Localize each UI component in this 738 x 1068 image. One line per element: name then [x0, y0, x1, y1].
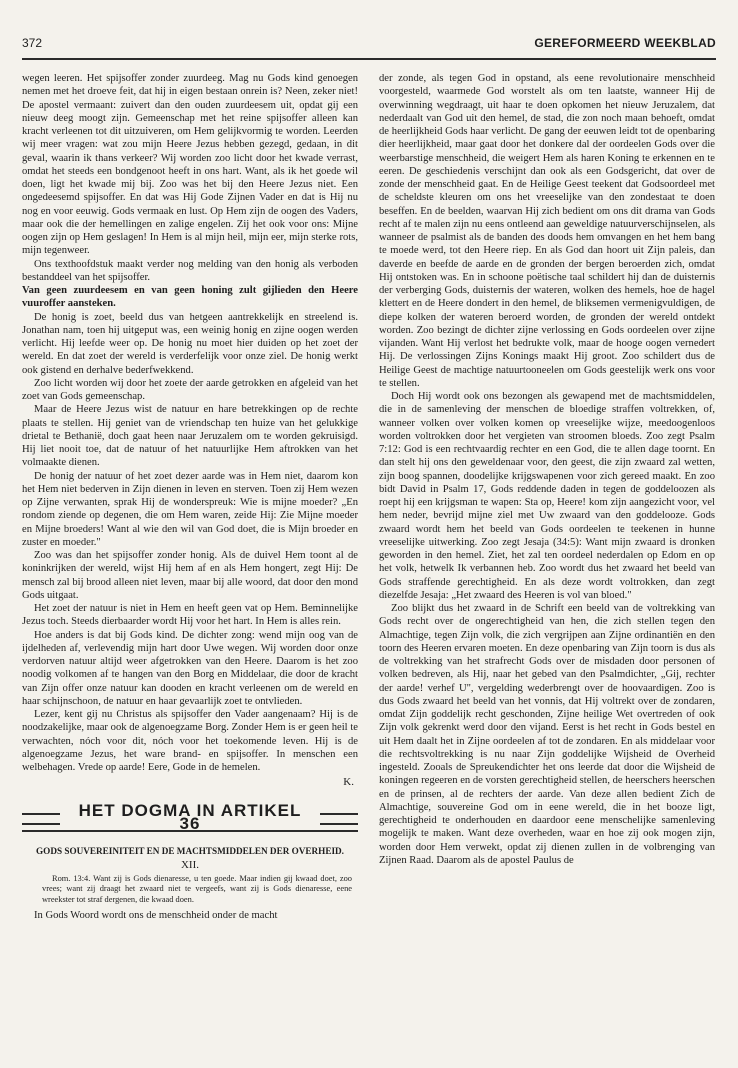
epigraph-text: Rom. 13:4. Want zij is Gods dienaresse, u ten goede. Maar indien gij kwaad doet, zoo vrees; want zij draagt het zwaard niet te vergeefs, want zij is Gods dienaresse, eene wreekster tot straf dergenen, die kwaad doen.	[42, 873, 352, 904]
article-heading-block	[22, 800, 358, 923]
paragraph: wegen leeren. Het spijsoffer zonder zuurdeeg. Mag nu Gods kind genoegen nemen met het droeve feit, dat hij in eigen bestaan onrein is? Neen, zeker niet! De apostel vermaant: zuivert dan den ouden zuurdeesem uit, opdat gij een nieuw deeg moogt zijn. Gemeenschap met het reine spijsoffer alleen kan kracht verleenen tot dit uitzuiveren, om Hem gelijkvormig te worden. Leerden wij meer vragen: wat zou mijn Heere Jezus hebben gezegd, gedaan, in dit geval, waarin ik thans verkeer? Wij worden zoo licht door het kwade verrast, omdat het steeds een bondgenoot heeft in ons hart. Want, als ik het goede wil doen, ligt het kwade mij bij. Zoo was het bij den Heere Jezus niet. Een ongedeesemd spijsoffer. En dat was Hij Gode Zijnen Vader en dat is Hij nu nog en voor eeuwig. Gods vermaak en lust. Op Hem zijn de oogen des Vaders, maar ook die der hemellingen en zalige engelen. Zij het ook voor ons: Mijne oogen zijn op Hem geslagen! In Hem is al mijn heil, mijn eer, mijn sterke rots, mijn tegenweer.	[22, 73, 358, 257]
scripture-epigraph	[42, 874, 352, 906]
paragraph: Hoe anders is dat bij Gods kind. De dichter zong: wend mijn oog van de ijdelheden af, verlevendig mijn hart door Uwe wegen. Wij worden door onze verdorven natuur altijd weer afgetrokken van den Heere. Daarom is het zoo noodig volkomen af te hangen van den Borg en Middelaar, die door de kracht van Zijn offer onze natuur kan dooden en kracht verleenen om de wereld en haar schijnschoon, de natuur en haar gevaarlijk zoet te ontvlieden.	[22, 629, 358, 707]
article-title-banner	[22, 800, 358, 844]
title-rule-left	[22, 813, 60, 825]
title-rule-right	[320, 813, 358, 825]
author-signature: K.	[343, 776, 354, 789]
paragraph: Het zoet der natuur is niet in Hem en heeft geen vat op Hem. Beminnelijke Jezus toch. Steeds dierbaarder wordt Hij voor het hart. In Hem is alles rein.	[22, 603, 358, 628]
article-opening: In Gods Woord wordt ons de menschheid onder de macht	[34, 910, 278, 922]
paragraph: Zoo was dan het spijsoffer zonder honig. Als de duivel Hem toont al de koninkrijken der wereld, wijst Hij hem af en als Hem hongert, zegt Hij: De mensch zal bij brood alleen niet leven, maar bij alle woord, dat door den mond Gods uitgaat.	[22, 550, 358, 601]
paragraph: Maar de Heere Jezus wist de natuur en hare betrekkingen op de rechte plaats te stellen. Hij geniet van de vriendschap ten huize van het gelukkige drietal te Bethanië, doch gaat heen naar Jeruzalem om te worden gekruisigd. Hij liet nooit toe, dat de natuur of het natuurlijke Hem aftrokken van het volmaakte dienen.	[22, 404, 358, 469]
article-number: XII.	[180, 858, 200, 871]
paragraph: Doch Hij wordt ook ons bezongen als gewapend met de machtsmiddelen, die in de samenleving der menschen de bloedige straffen voltrekken, of, wanneer volken over volken komen op vreeselijke wijze, meedoogenloos worden voltrokken door het vergieten van stroomen bloeds. Zoo zegt Psalm 7:12: God is een rechtvaardig rechter en een God, die te allen dage toornt. En dan stelt hij ons den geweldenaar voor, den geest, die zijn zwaard zal wetten, zijn boog spannen, doodelijke krijgswapenen voor zich gereed maakt. En zoo bidt David in Psalm 17, Gods reddende daden in tegen de goddeloozen als roept hij een krijgsman te wapen: Sta op, Heere! kom zijn aangezicht voor, vel hem neder, bevrijd mijne ziel met Uw zwaard van den goddelooze. Gods zwaard wordt hem het beeld van Gods oordeelen te teekenen in hunne vreeselijke uitwerking. Zoo zegt Jesaja (34:5): Want mijn zwaard is dronken geworden in den hemel. Ziet, het zal ten oordeel nederdalen op Edom en op het volk, hetwelk Ik verbannen heb. Zoo wordt dus het zwaard het beeld van Gods straffende gerechtigheid. En als deze wordt voltrokken, dan zegt diezelfde Jesaja: „Het zwaard des Heeren is vol van bloed."	[379, 391, 715, 601]
paragraph: Ons texthoofdstuk maakt verder nog melding van den honig als verboden bestanddeel van het spijsoffer.	[22, 258, 358, 283]
paragraph: Zoo licht worden wij door het zoete der aarde getrokken en afgeleid van het zoet van Gods gemeenschap.	[22, 377, 358, 402]
paragraph: De honig der natuur of het zoet dezer aarde was in Hem niet, daarom kon het Hem niet bederven in Zijn dienen in leven en sterven. Toen zij Hem wezen op Zijne verwanten, sprak Hij de wonderspreuk: Wie is mijne moeder? „En rondom ziende op degenen, die om Hem waren, zeide Hij: Zie Mijne moeder en Mijne broeders! Want al wie den wil van God doet, die is Mijn broeder en zuster en moeder."	[22, 470, 358, 548]
title-underline	[22, 830, 358, 832]
paragraph: Lezer, kent gij nu Christus als spijsoffer den Vader aangenaam? Hij is de noodzakelijke, maar ook de algenoegzame Borg. Zonder Hem is er geen heil te verwachten, nóch voor dit, nóch voor het toekomende leven. Hij is de algenoegzame Jezus, het ware brand- en spijsoffer. In menschen een welbehagen. Vrede op aarde! Eere, Gode in de hemelen.	[22, 709, 358, 773]
header-rule	[22, 58, 716, 60]
right-column	[379, 72, 715, 1057]
article-title: HET DOGMA IN ARTIKEL 36	[78, 800, 302, 833]
page-number: 372	[22, 36, 43, 50]
paragraph: der zonde, als tegen God in opstand, als eene revolutionaire menschheid voorgesteld, waarmede God worstelt als om ten laatste, wanneer Hij de overwinning wegdraagt, uit haar te doen opkomen het nieuw Jeruzalem, dat nederdaalt van God uit den hemel, de stad, die zon noch maan behoeft, omdat de heerlijkheid Gods haar verlicht. De gang der eeuwen leidt tot de openbaring dier heerlijkheid, maar gaat door het donkere dal der oordeelen Gods over die weerbarstige menschheid, die weigert Hem als haren Koning te erkennen en te eeren. De geschiedenis verschijnt dan ook als een Godsgericht, dat over de zonde der menschheid gaat. En de Heilige Geest teekent dat Godsoordeel met de scheldste kleuren om ons het vreeselijke van den zondestaat te doen beseffen. En de beelden, waarvan Hij zich bedient om ons dit drama van Gods recht af te malen zijn nu eens ontleend aan geweldige natuurverschijnselen, als wanneer de psalmist als de banden des doods hem omvangen en het hem bang te moede werd, tot den Heere riep. En als God dan hoort uit Zijn paleis, dan daverde en beefde de aarde en de gronden der bergen beroerden zich, omdat Hij ontstoken was. En in schoone poëtische taal schildert hij dan de duisternis der verberging Gods, duisternis der wateren, wolken des hemels, hoe de hagel klettert en de Heere dondert in den hemel, de bliksemen vermenigvuldigen, de diepe kolken der wateren beroerd worden, de gronden der wereld ontdekt worden. Zoo bezingt de dichter zijne verlossing en Gods oordeelen over zijne vijanden. Want Hij verlost het bedrukte volk, maar de hooge oogen vernedert Hij. De verlossingen Zijns Konings maakt Hij groot. Zoo schildert dus de Heilige Geest de machtige natuurtooneelen om Gods geestelijk werk ons voor te stellen.	[379, 73, 715, 389]
paragraph: Zoo blijkt dus het zwaard in de Schrift een beeld van de voltrekking van Gods recht over de ongerechtigheid van hen, die zich stellen tegen den Almachtige, tegen Zijn volk, die zich vergrijpen aan Zijne ordinantiën en den toorn des Heeren ervaren moeten. En deze openbaring van Zijn toorn is dus als de voltrekking van het strafrecht Gods over de misdaden door personen of volken bedreven, als Hij, naar het gebed van den Psalmdichter, „Gij, rechter der aarde! verhef U", vergelding wederbrengt over de hoovaardigen. Zoo is dus Gods zwaard het beeld van het vonnis, dat Hij voltrekt over de zondaren, omdat Zijn goddelijk recht geschonden, Zijne heilige Wet overtreden of ook Zijn volk gekrenkt werd door den vijand. Eerst is het recht in Gods bestel en uit Hem daalt het in Zijne oordeelen af tot de zondaren. En als middelaar voor die rechtsvoltrekking is nu naar Zijn goddelijke Wijsheid de Overheid ingesteld. Zooals de Spreukendichter het ons leerde dat door die Wijsheid de koningen regeeren en de vorsten gerechtigheid stellen, de heerschers heerschen en de prinsen, al de rechters der aarde. Van deze allen bedient Zich de Almachtige, souvereine God om in eene wereld, die in het booze ligt, gerechtigheid te onderhouden en daardoor eene menschelijke samenleving mogelijk te maken. Want deze overheden, waar en hoe zij ook mogen zijn, worden door Hem verwekt, opdat zij dienen zullen in de volbrenging van Zijnen Raad. Daarom als de apostel Paulus de	[379, 603, 715, 866]
journal-title: GEREFORMEERD WEEKBLAD	[534, 36, 716, 50]
paragraph: De honig is zoet, beeld dus van hetgeen aantrekkelijk en streelend is. Jonathan nam, toen hij uitgeput was, een weinig honig en zijne oogen werden verlicht. Hij leefde weer op. De honig nu moet hier duiden op het zoet der wereld. En dat zoet der wereld is verderfelijk voor onze ziel. De honig werkt ook gistend en derhalve bederfwekkend.	[22, 311, 358, 376]
bold-quote: Van geen zuurdeesem en van geen honing zult gijlieden den Heere vuuroffer aansteken.	[22, 285, 358, 310]
left-column	[22, 72, 358, 923]
article-subtitle: GODS SOUVEREINITEIT EN DE MACHTSMIDDELEN DER OVERHEID.	[36, 845, 344, 856]
page-header	[22, 36, 716, 56]
